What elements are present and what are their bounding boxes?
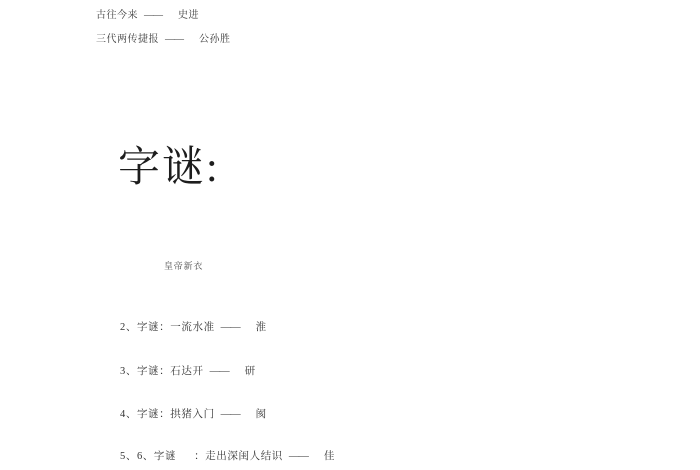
riddle-dash: —— <box>288 451 308 462</box>
riddle-label: 字谜： <box>136 409 171 420</box>
riddle-answer: 研 <box>244 366 256 377</box>
riddle-dash: —— <box>144 10 162 21</box>
page-title: 字谜: <box>118 145 220 191</box>
riddle-number: 3、 <box>120 366 137 377</box>
riddle-answer: 阂 <box>255 409 267 420</box>
riddle-dash: —— <box>220 322 240 333</box>
riddle-number: 4、 <box>120 409 137 420</box>
riddle-dash: —— <box>165 34 183 45</box>
riddle-clue: 拱猪入门 <box>170 409 215 420</box>
riddle-answer: 史进 <box>178 10 199 21</box>
riddle-clue: 古往今来 <box>96 10 138 21</box>
riddle-item <box>120 319 267 334</box>
riddle-item <box>120 406 267 421</box>
riddle-item <box>120 363 256 378</box>
riddle-clue: 一流水准 <box>170 322 215 333</box>
riddle-label: 字谜 <box>153 451 177 462</box>
riddle-dash: —— <box>220 409 240 420</box>
riddle-number: 2、 <box>120 322 137 333</box>
riddle-label: 字谜： <box>136 322 171 333</box>
riddle-answer: 淮 <box>255 322 267 333</box>
riddle-label: 字谜： <box>136 366 171 377</box>
section-subtitle: 皇帝新衣 <box>164 261 204 271</box>
riddle-number: 5、6、 <box>120 451 154 462</box>
riddle-line-top-1 <box>96 6 199 21</box>
riddle-clue: 石达开 <box>170 366 204 377</box>
riddle-answer: 公孙胜 <box>199 34 231 45</box>
riddle-item <box>120 448 335 463</box>
riddle-clue: 三代两传捷报 <box>96 34 159 45</box>
riddle-line-top-2 <box>96 30 231 45</box>
riddle-clue: ：走出深闺人结识 <box>194 451 283 462</box>
riddle-dash: —— <box>209 366 229 377</box>
riddle-answer: 佳 <box>323 451 336 462</box>
